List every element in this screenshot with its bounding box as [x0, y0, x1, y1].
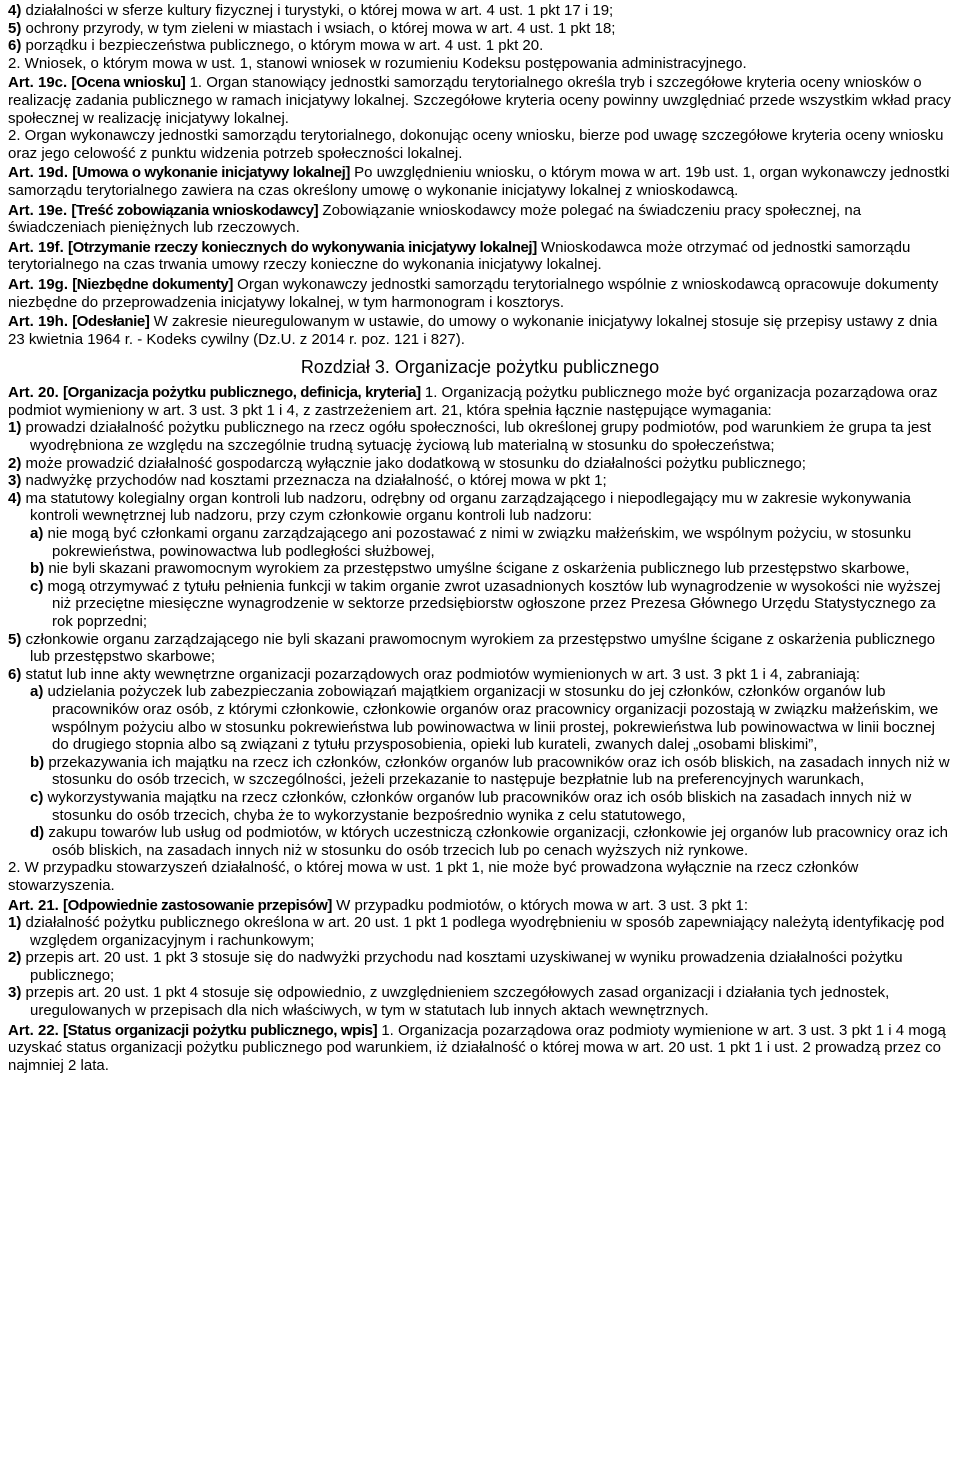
item-letter: a) — [30, 683, 44, 701]
sub-list-item — [8, 754, 952, 789]
article-text: Po uwzględnieniu wniosku, o którym mowa w art. 19b ust. 1, organ wykonawczy jednostki samorządu terytorialnego zawiera na czas określony umowę o wykonanie inicjatywy lokalnej z wnioskodawcą. — [8, 164, 950, 199]
list-item — [8, 472, 952, 490]
item-text: zakupu towarów lub usług od podmiotów, w których uczestniczą członkowie organizacji, członkowie jej organów lub pracownicy oraz ich osób bliskich, na zasadach innych niż w stosunku do osób trzecich lub po cenach wyższych niż rynkowe. — [44, 824, 948, 859]
list-item — [8, 2, 952, 20]
item-letter: c) — [30, 788, 44, 806]
item-text: nie mogą być członkami organu zarządzającego ani pozostawać z nimi w związku małżeńskim, we wspólnym pożyciu, w stosunku pokrewieństwa, powinowactwa lub podległości służbowej, — [43, 525, 912, 560]
chapter-title: Rozdział 3. Organizacje pożytku publicznego — [300, 357, 660, 378]
list-item — [8, 984, 952, 1019]
item-text: porządku i bezpieczeństwa publicznego, o którym mowa w art. 4 ust. 1 pkt 20. — [21, 37, 544, 55]
article-heading: [Odesłanie] — [72, 313, 150, 331]
item-number: 5) — [8, 19, 22, 37]
item-text: prowadzi działalność pożytku publicznego na rzecz ogółu społeczności, lub określonej grupy podmiotów, pod warunkiem że grupa ta jest wyodrębniona ze względu na szczególnie trudną sytuację życiową lub materialną w stosunku do społeczeństwa; — [21, 419, 932, 455]
list-item — [8, 455, 952, 473]
article-number: Art. 19e. — [8, 201, 68, 219]
item-number: 6) — [8, 665, 22, 683]
article-number: Art. 19d. — [8, 164, 69, 182]
article-20-paragraph-2: 2. W przypadku stowarzyszeń działalność, o której mowa w ust. 1 pkt 1, nie może być prowadzona wyłącznie na rzecz członków stowarzyszenia. — [8, 859, 859, 894]
article-heading: [Treść zobowiązania wnioskodawcy] — [71, 201, 319, 219]
list-item — [8, 490, 952, 525]
item-text: nadwyżkę przychodów nad kosztami przeznacza na działalność, o której mowa w pkt 1; — [21, 472, 607, 490]
article-number: Art. 19h. — [8, 313, 69, 331]
article-19h — [8, 313, 952, 348]
paragraph-wniosek: 2. Wniosek, o którym mowa w ust. 1, stanowi wniosek w rozumieniu Kodeksu postępowania administracyjnego. — [8, 54, 747, 72]
article-number: Art. 21. — [8, 896, 59, 914]
article-text: Organ wykonawczy jednostki samorządu terytorialnego wspólnie z wnioskodawcą opracowuje dokumenty niezbędne do przeprowadzenia inicjatywy lokalnej, w tym harmonogram i kosztorys. — [8, 275, 939, 311]
article-21 — [8, 897, 952, 915]
item-number: 2) — [8, 454, 22, 472]
item-number: 5) — [8, 630, 22, 648]
article-19c-paragraph-2: 2. Organ wykonawczy jednostki samorządu terytorialnego, dokonując oceny wniosku, bierze pod uwagę szczegółowe kryteria oceny wniosku oraz jego celowość z punktu widzenia potrzeb społeczności lokalnej. — [8, 127, 944, 162]
article-heading: [Odpowiednie zastosowanie przepisów] — [63, 896, 332, 914]
item-letter: c) — [30, 577, 44, 595]
list-item — [8, 666, 952, 684]
article-number: Art. 19g. — [8, 275, 69, 293]
article-19d — [8, 164, 952, 199]
item-letter: b) — [30, 753, 45, 771]
article-text: Zobowiązanie wnioskodawcy może polegać na świadczeniu pracy społecznej, na świadczeniach pieniężnych lub rzeczowych. — [8, 201, 862, 237]
item-number: 4) — [8, 489, 22, 507]
article-22 — [8, 1022, 952, 1075]
list-item — [8, 949, 952, 984]
item-text: przepis art. 20 ust. 1 pkt 3 stosuje się do nadwyżki przychodu nad kosztami uzyskiwanej w wyniku prowadzenia działalności pożytku publicznego; — [21, 949, 903, 984]
list-item — [8, 914, 952, 949]
item-text: udzielania pożyczek lub zabezpieczania zobowiązań majątkiem organizacji w stosunku do jej członków, członków organów lub pracowników oraz osób, z którymi członkowie, członkowie organów oraz pracownicy organizacji pozostają w związku małżeńskim, we wspólnym pożyciu albo w stosunku pokrewieństwa lub powinowactwa w linii prostej, pokrewieństwa lub powinowactwa w linii bocznej do drugiego stopnia albo są związani z tytułu przysposobienia, opieki lub kurateli, zwanych dalej „osobami bliskimi”, — [43, 683, 939, 754]
item-letter: a) — [30, 525, 44, 543]
list-item — [8, 37, 952, 55]
article-text: Wnioskodawca może otrzymać od jednostki samorządu terytorialnego na czas trwania umowy rzeczy konieczne do wykonania inicjatywy lokalnej. — [8, 238, 911, 274]
article-text: 1. Organizacją pożytku publicznego może być organizacja pozarządowa oraz podmiot wymieniony w art. 3 ust. 3 pkt 1 i 4, z zastrzeżeniem art. 21, która spełnia łącznie następujące wymagania: — [8, 384, 938, 419]
sub-list-item — [8, 560, 952, 578]
article-text: 1. Organizacja pozarządowa oraz podmioty wymienione w art. 3 ust. 3 pkt 1 i 4 mogą uzyskać status organizacji pożytku publicznego pod warunkiem, iż działalność o której mowa w art. 20 ust. 1 pkt 1 i ust. 2 prowadzą przez co najmniej 2 lata. — [8, 1021, 946, 1074]
list-item — [8, 20, 952, 38]
article-19f — [8, 239, 952, 274]
sub-list-item — [8, 525, 952, 560]
item-text: ma statutowy kolegialny organ kontroli lub nadzoru, odrębny od organu zarządzającego i niepodlegający mu w zakresie wykonywania kontroli wewnętrznej lub nadzoru, przy czym członkowie organu kontroli lub nadzoru: — [21, 489, 912, 525]
item-number: 1) — [8, 914, 22, 932]
item-number: 2) — [8, 949, 22, 967]
article-heading: [Niezbędne dokumenty] — [72, 275, 233, 293]
sub-list-item — [8, 683, 952, 753]
article-heading: [Status organizacji pożytku publicznego, wpis] — [63, 1021, 378, 1039]
article-20 — [8, 384, 952, 419]
item-number: 3) — [8, 472, 22, 490]
item-text: działalność pożytku publicznego określona w art. 20 ust. 1 pkt 1 podlega wyodrębnieniu w sposób zapewniający należytą identyfikację pod względem organizacyjnym i rachunkowym; — [21, 914, 945, 949]
article-number: Art. 20. — [8, 384, 59, 402]
item-number: 4) — [8, 2, 22, 19]
sub-list-item — [8, 789, 952, 824]
article-heading: [Otrzymanie rzeczy koniecznych do wykonywania inicjatywy lokalnej] — [68, 238, 537, 256]
item-text: mogą otrzymywać z tytułu pełnienia funkcji w takim organie zwrot uzasadnionych kosztów lub wynagrodzenie w wysokości nie wyższej niż przeciętne miesięczne wynagrodzenie w sektorze przedsiębiorstw ogłoszone przez Prezesa Głównego Urzędu Statystycznego za rok poprzedni; — [43, 577, 941, 630]
item-number: 3) — [8, 984, 22, 1002]
article-heading: [Umowa o wykonanie inicjatywy lokalnej] — [72, 164, 350, 182]
article-number: Art. 22. — [8, 1021, 59, 1039]
item-text: przekazywania ich majątku na rzecz ich członków, członków organów lub pracowników oraz ich osób bliskich, na zasadach innych niż w stosunku do osób trzecich, w szczególności, jeżeli przekazanie to następuje bezpłatnie lub na preferencyjnych warunkach, — [44, 753, 950, 789]
list-item — [8, 631, 952, 666]
sub-list-item — [8, 578, 952, 631]
item-number: 6) — [8, 37, 22, 55]
item-text: nie byli skazani prawomocnym wyrokiem za przestępstwo umyślne ścigane z oskarżenia publicznego lub przestępstwo skarbowe, — [44, 560, 910, 578]
article-19g — [8, 276, 952, 311]
article-text: W zakresie nieuregulowanym w ustawie, do umowy o wykonanie inicjatywy lokalnej stosuje się przepisy ustawy z dnia 23 kwietnia 1964 r. - Kodeks cywilny (Dz.U. z 2014 r. poz. 121 i 827). — [8, 313, 938, 348]
article-number: Art. 19c. — [8, 74, 68, 92]
sub-list-item — [8, 824, 952, 859]
item-text: działalności w sferze kultury fizycznej i turystyki, o której mowa w art. 4 ust. 1 pkt 17 i 19; — [21, 2, 614, 19]
article-heading: [Ocena wniosku] — [71, 74, 186, 92]
item-text: członkowie organu zarządzającego nie byli skazani prawomocnym wyrokiem za przestępstwo umyślne ścigane z oskarżenia publicznego lub przestępstwo skarbowe; — [21, 630, 936, 666]
item-text: przepis art. 20 ust. 1 pkt 4 stosuje się odpowiednio, z uwzględnieniem szczegółowych zasad organizacji i działania tych jednostek, uregulowanych w przepisach dla nich właściwych, w tym w statutach lub innych aktach wewnętrznych. — [21, 984, 890, 1020]
article-text: 1. Organ stanowiący jednostki samorządu terytorialnego określa tryb i szczegółowe kryteria oceny wniosków o realizację zadania publicznego w ramach inicjatywy lokalnej. Szczegółowe kryteria oceny powinny uwzględniać przede wszystkim wkład pracy społecznej w realizację inicjatywy lokalnej. — [8, 74, 951, 127]
item-letter: d) — [30, 824, 45, 842]
item-letter: b) — [30, 560, 45, 578]
item-number: 1) — [8, 419, 22, 437]
list-item — [8, 419, 952, 454]
article-19e — [8, 202, 952, 237]
article-number: Art. 19f. — [8, 238, 64, 256]
article-text: W przypadku podmiotów, o których mowa w art. 3 ust. 3 pkt 1: — [332, 896, 749, 914]
article-heading: [Organizacja pożytku publicznego, definicja, kryteria] — [63, 384, 421, 402]
item-text: ochrony przyrody, w tym zieleni w miastach i wsiach, o której mowa w art. 4 ust. 1 pkt 18; — [21, 19, 616, 37]
item-text: statut lub inne akty wewnętrzne organizacji pozarządowych oraz podmiotów wymienionych w art. 3 ust. 3 pkt 1 i 4, zabraniają: — [21, 665, 861, 683]
item-text: wykorzystywania majątku na rzecz członków, członków organów lub pracowników oraz ich osób bliskich na zasadach innych niż w stosunku do osób trzecich, chyba że to wykorzystanie bezpośrednio wynika z celu statutowego, — [43, 788, 912, 824]
item-text: może prowadzić działalność gospodarczą wyłącznie jako dodatkową w stosunku do działalności pożytku publicznego; — [21, 454, 806, 472]
article-19c — [8, 74, 952, 127]
